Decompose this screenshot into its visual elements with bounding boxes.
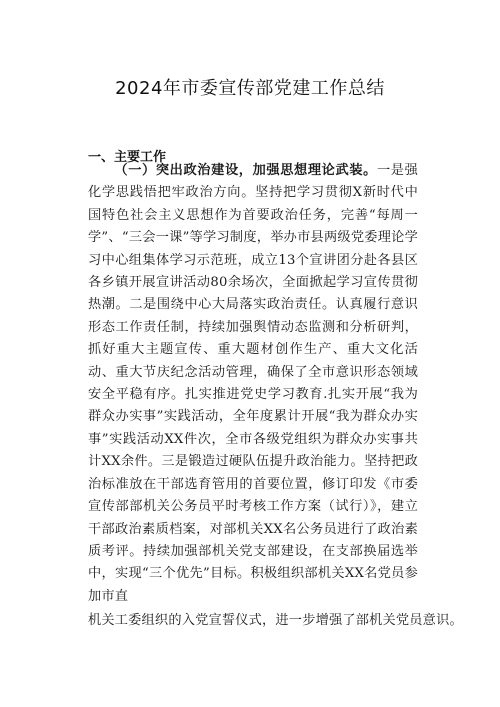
document-title: 2024年市委宣传部党建工作总结 xyxy=(115,78,385,99)
paragraph-body: 一是强化学思践悟把牢政治方向。坚持把学习贯彻X新时代中国特色社会主义思想作为首要政治任务，完善“每周一学”、“三会一课”等学习制度，举办市县两级党委理论学习中心组集体学习示范班，成立13个宣讲团分赴各县区各乡镇开展宣讲活动80余场次，全面掀起学习宣传贯彻热潮。二是围绕中心大局落实政治责任。认真履行意识形态工作责任制，持续加强舆情动态监测和分析研判，抓好重大主题宣传、重大题材创作生产、重大文化活动、重大节庆纪念活动管理，确保了全市意识形态领域安全平稳有序。扎实推进党史学习教育.扎实开展“我为群众办实事”实践活动，全年度累计开展“我为群众办实事”实践活动XX件次，全市各级党组织为群众办实事共计XX余件。三是锻造过硬队伍提升政治能力。坚持把政治标准放在干部选育管用的首要位置，修订印发《市委宣传部部机关公务员平时考核工作方案（试行）》，建立干部政治素质档案，对部机关XX名公务员进行了政治素质考评。持续加强部机关党支部建设，在支部换届选举中，实现“三个优先”目标。积极组织部机关XX名党员参加市直 xyxy=(88,163,418,604)
trailing-line: 机关工委组织的入党宣誓仪式，进一步增强了部机关党员意识。 xyxy=(88,613,463,628)
paragraph-lead: （一）突出政治建设，加强思想理论武装。 xyxy=(114,163,377,178)
section-heading: 一、主要工作 xyxy=(88,150,167,165)
body-paragraph xyxy=(88,160,418,608)
